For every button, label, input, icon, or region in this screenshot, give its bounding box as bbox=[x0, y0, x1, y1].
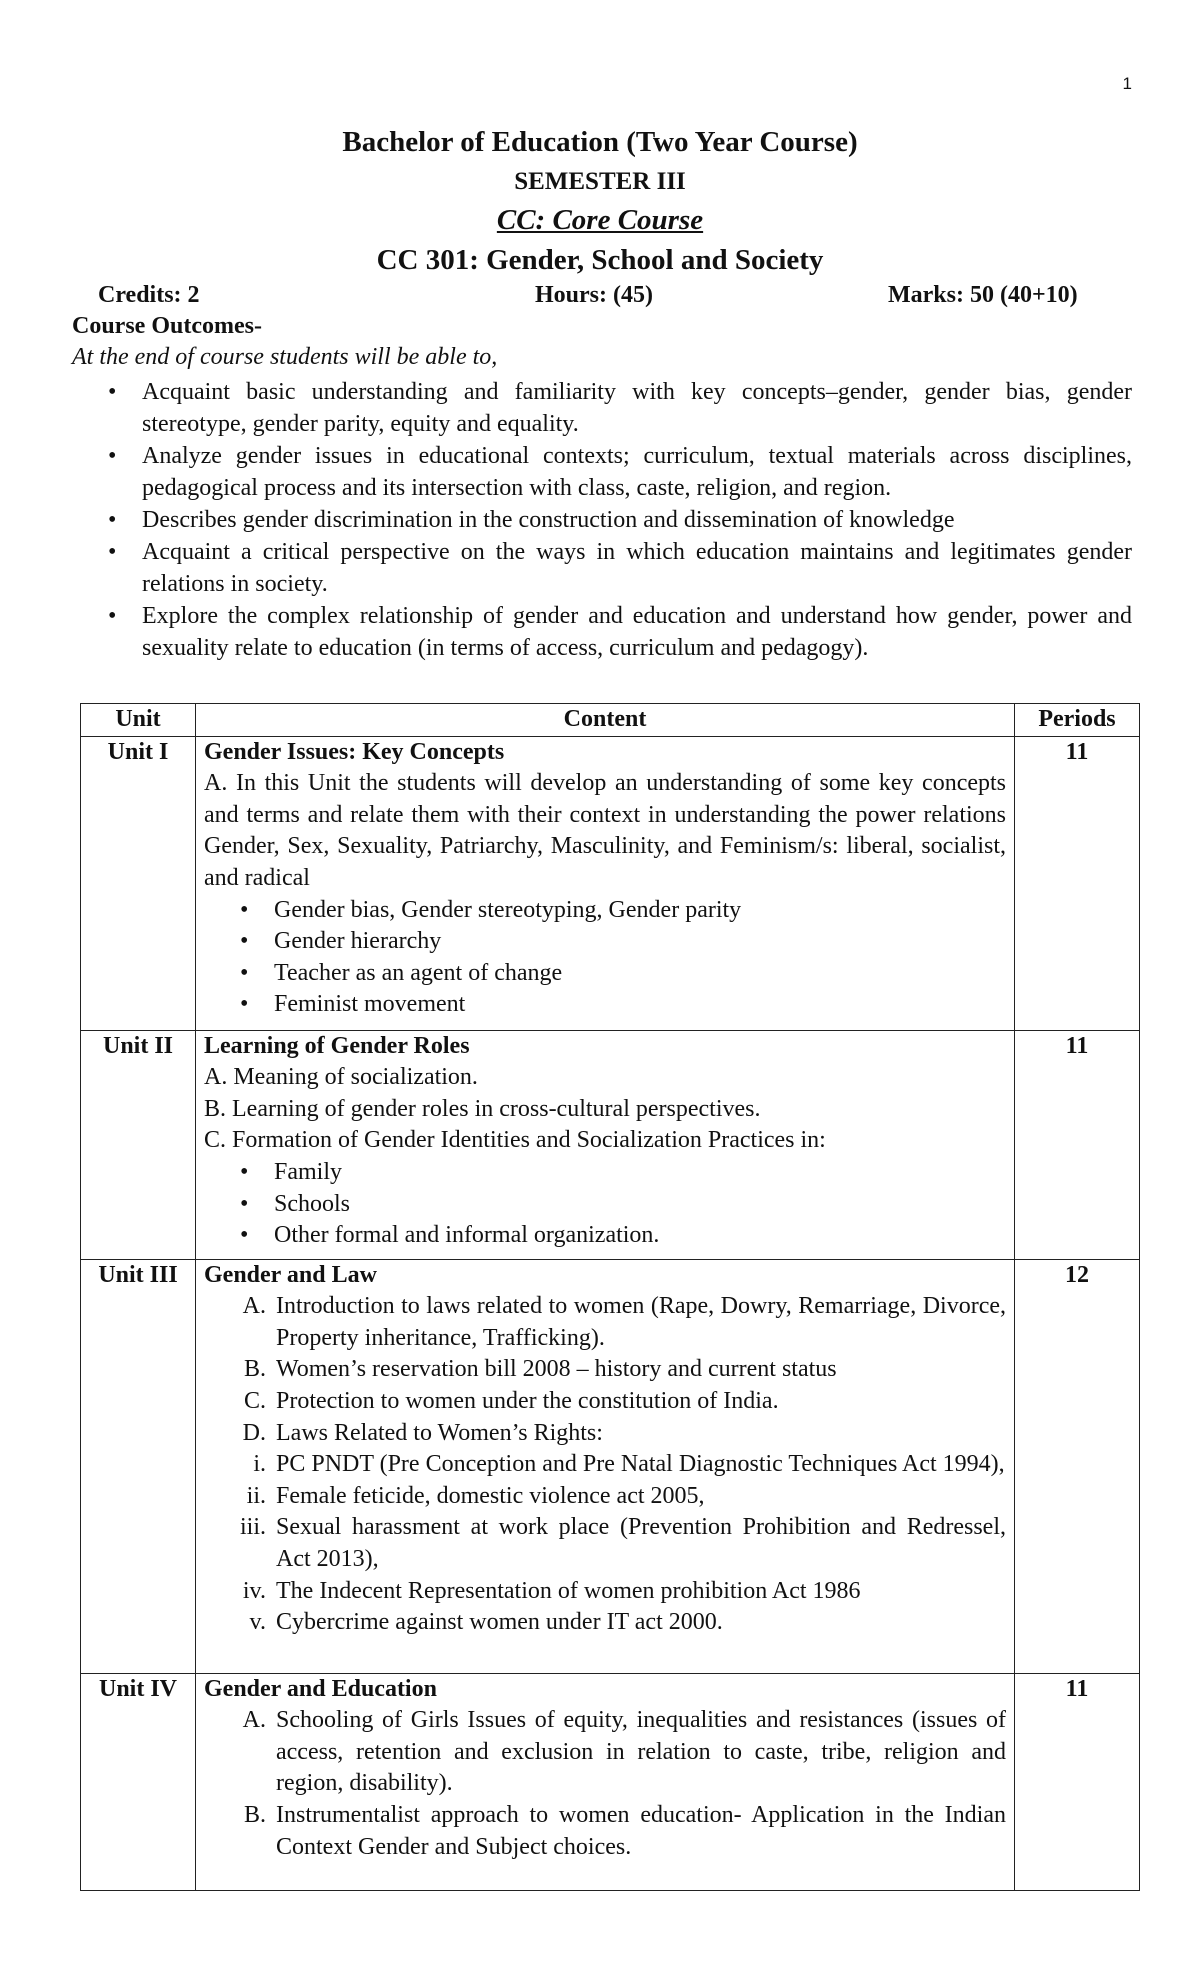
list-item: • Teacher as an agent of change bbox=[204, 958, 1006, 990]
credits: Credits: 2 bbox=[98, 282, 200, 308]
unit-line: B. Learning of gender roles in cross-cultural perspectives. bbox=[204, 1095, 761, 1122]
sub-list-item: iii. Sexual harassment at work place (Prevention Prohibition and Redressel, Act 2013), bbox=[239, 1514, 1006, 1572]
outcome-item: • Analyze gender issues in educational contexts; curriculum, textual materials across disciplines, pedagogical process and its intersection with class, caste, religion, and region. bbox=[72, 440, 1132, 504]
unit-heading: Learning of Gender Roles bbox=[204, 1032, 470, 1059]
outcome-item: • Explore the complex relationship of gender and education and understand how gender, power and sexuality relate to education (in terms of access, curriculum and pedagogy). bbox=[72, 600, 1132, 664]
header-unit: Unit bbox=[81, 704, 196, 737]
list-item: A. Schooling of Girls Issues of equity, inequalities and resistances (issues of access, retention and exclusion in relation to caste, tribe, religion and region, disability). bbox=[242, 1707, 1006, 1797]
unit-line: C. Formation of Gender Identities and Socialization Practices in: bbox=[204, 1127, 826, 1154]
list-item: A. Introduction to laws related to women (Rape, Dowry, Remarriage, Divorce, Property inheritance, Trafficking). bbox=[242, 1293, 1006, 1351]
unit-content bbox=[196, 1259, 1015, 1673]
unit-heading: Gender and Education bbox=[204, 1675, 437, 1702]
unit-periods: 12 bbox=[1015, 1259, 1140, 1673]
list-item: • Gender hierarchy bbox=[204, 926, 1006, 958]
list-item: • Gender bias, Gender stereotyping, Gender parity bbox=[204, 895, 1006, 927]
table-row bbox=[81, 1259, 1140, 1673]
semester-heading: SEMESTER III bbox=[514, 168, 686, 195]
unit-periods: 11 bbox=[1015, 736, 1140, 1030]
unit-label: Unit I bbox=[81, 736, 196, 1030]
sub-list-item: iv. The Indecent Representation of women prohibition Act 1986 bbox=[242, 1577, 861, 1604]
outcome-item: • Describes gender discrimination in the construction and dissemination of knowledge bbox=[72, 504, 1132, 536]
hours: Hours: (45) bbox=[535, 282, 653, 308]
outcome-item: • Acquaint a critical perspective on the ways in which education maintains and legitimates gender relations in society. bbox=[72, 536, 1132, 600]
marks: Marks: 50 (40+10) bbox=[888, 282, 1078, 308]
table-row bbox=[81, 1030, 1140, 1259]
outcomes-heading: Course Outcomes- bbox=[72, 313, 262, 339]
unit-paragraph: A. In this Unit the students will develop an understanding of some key concepts and terms and relate them with their context in understanding the power relations Gender, Sex, Sexuality, Patriarchy, Masculinity, and Feminism/s: liberal, socialist, and radical bbox=[204, 770, 1006, 891]
course-title: CC 301: Gender, School and Society bbox=[376, 244, 824, 276]
unit-periods: 11 bbox=[1015, 1030, 1140, 1259]
unit-content bbox=[196, 1030, 1015, 1259]
list-item: B. Instrumentalist approach to women education- Application in the Indian Context Gender and Subject choices. bbox=[243, 1801, 1006, 1860]
header-periods: Periods bbox=[1015, 704, 1140, 737]
list-item: D. Laws Related to Women’s Rights: bbox=[242, 1419, 603, 1446]
unit-bullets bbox=[204, 895, 1006, 1021]
outcomes-list bbox=[72, 376, 1132, 664]
list-item: B. Women’s reservation bill 2008 – history and current status bbox=[243, 1356, 837, 1383]
outcome-item: • Acquaint basic understanding and familiarity with key concepts–gender, gender bias, gender stereotype, gender parity, equity and equality. bbox=[72, 376, 1132, 440]
list-item: • Schools bbox=[204, 1189, 1006, 1221]
unit-periods: 11 bbox=[1015, 1673, 1140, 1890]
page-number: 1 bbox=[1122, 74, 1132, 93]
page-title: Bachelor of Education (Two Year Course) bbox=[342, 126, 858, 158]
unit-label: Unit IV bbox=[81, 1673, 196, 1890]
unit-bullets bbox=[204, 1157, 1006, 1252]
header-content: Content bbox=[196, 704, 1015, 737]
course-type-heading: CC: Core Course bbox=[496, 204, 704, 236]
unit-content bbox=[196, 1673, 1015, 1890]
table-header-row bbox=[81, 704, 1140, 737]
unit-label: Unit III bbox=[81, 1259, 196, 1673]
sub-list-item: i. PC PNDT (Pre Conception and Pre Natal Diagnostic Techniques Act 1994), bbox=[253, 1451, 1005, 1478]
unit-label: Unit II bbox=[81, 1030, 196, 1259]
outcomes-intro: At the end of course students will be able to, bbox=[72, 344, 498, 370]
list-item: • Feminist movement bbox=[204, 989, 1006, 1021]
list-item: • Family bbox=[204, 1157, 1006, 1189]
units-table bbox=[80, 703, 1140, 1891]
list-item: C. Protection to women under the constitution of India. bbox=[243, 1387, 779, 1414]
list-item: • Other formal and informal organization. bbox=[204, 1220, 1006, 1252]
sub-list-item: ii. Female feticide, domestic violence act 2005, bbox=[246, 1482, 705, 1509]
unit-heading: Gender and Law bbox=[204, 1261, 377, 1288]
unit-content bbox=[196, 736, 1015, 1030]
unit-heading: Gender Issues: Key Concepts bbox=[204, 738, 505, 765]
table-row bbox=[81, 1673, 1140, 1890]
unit-line: A. Meaning of socialization. bbox=[204, 1064, 478, 1091]
table-row bbox=[81, 736, 1140, 1030]
sub-list-item: v. Cybercrime against women under IT act 2000. bbox=[249, 1609, 723, 1636]
